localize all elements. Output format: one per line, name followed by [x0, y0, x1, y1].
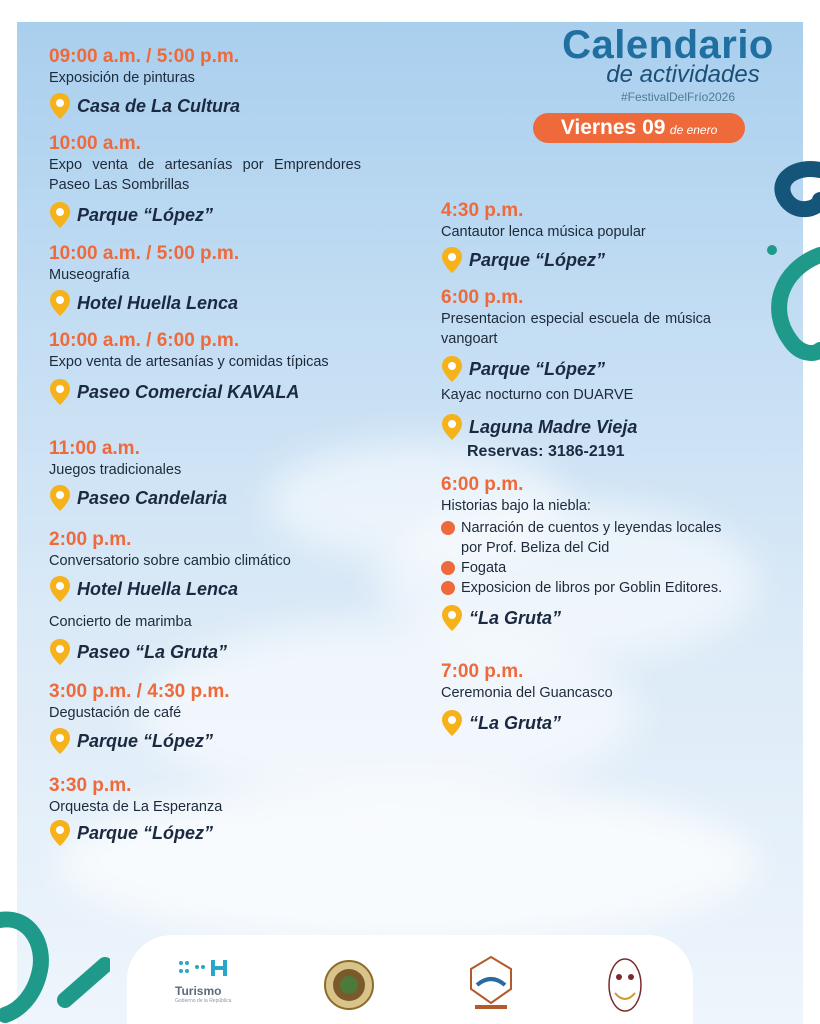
event-place: Parque “López” — [469, 359, 606, 379]
event-place: Paseo Candelaria — [77, 488, 228, 508]
location-pin-icon — [49, 201, 71, 229]
bullet-dot-icon — [441, 581, 455, 595]
turismo-sublabel: Gobierno de la República — [175, 998, 232, 1004]
event-description: Museografía — [49, 267, 130, 283]
event-location — [49, 289, 379, 317]
event-description: Conversatorio sobre cambio climático — [49, 553, 291, 569]
event-location — [441, 246, 741, 274]
location-pin-icon — [441, 413, 463, 441]
reservation-phone: Reservas: 3186-2191 — [467, 443, 625, 460]
event-description: Expo venta de artesanías por Emprendores Paseo Las Sombrillas — [49, 157, 361, 193]
event-time: 10:00 a.m. / 5:00 p.m. — [49, 243, 240, 264]
turismo-label: Turismo — [175, 984, 222, 998]
event-description: Ceremonia del Guancasco — [441, 685, 613, 701]
event-place: “La Gruta” — [469, 608, 562, 628]
page-title: Calendario — [562, 23, 774, 67]
event-item — [49, 612, 379, 666]
event-place: Parque “López” — [77, 823, 214, 843]
event-place: Hotel Huella Lenca — [77, 293, 239, 313]
event-location — [441, 413, 741, 441]
date-day: Viernes 09 — [560, 116, 666, 139]
bullet-text: Narración de cuentos y leyendas locales por Prof. Beliza del Cid — [461, 520, 722, 556]
location-pin-icon — [49, 727, 71, 755]
event-description: Kayac nocturno con DUARVE — [441, 387, 634, 403]
location-pin-icon — [49, 92, 71, 120]
event-item — [441, 474, 741, 632]
event-place: Paseo Comercial KAVALA — [77, 382, 300, 402]
location-pin-icon — [49, 575, 71, 603]
bullet-text: Exposicion de libros por Goblin Editores. — [461, 580, 723, 596]
event-place: Laguna Madre Vieja — [469, 417, 638, 437]
event-item — [49, 243, 379, 317]
event-time: 6:00 p.m. — [441, 287, 524, 308]
event-description: Exposición de pinturas — [49, 70, 195, 86]
event-place: Hotel Huella Lenca — [77, 579, 239, 599]
event-time: 6:00 p.m. — [441, 474, 524, 495]
municipal-seal-logo — [323, 959, 375, 1011]
location-pin-icon — [49, 819, 71, 847]
event-time: 4:30 p.m. — [441, 200, 524, 221]
event-location — [49, 92, 379, 120]
location-pin-icon — [441, 355, 463, 383]
event-item — [441, 385, 741, 461]
list-item — [441, 518, 741, 558]
event-description: Juegos tradicionales — [49, 462, 182, 478]
event-description: Degustación de café — [49, 705, 182, 721]
event-item — [49, 681, 379, 755]
capitulo-logo — [467, 955, 515, 1013]
hashtag: #FestivalDelFrío2026 — [620, 90, 736, 104]
event-description: Cantautor lenca música popular — [441, 224, 646, 240]
location-pin-icon — [49, 378, 71, 406]
event-time: 7:00 p.m. — [441, 661, 524, 682]
event-location — [49, 819, 379, 847]
event-time: 2:00 p.m. — [49, 529, 132, 550]
event-place: Parque “López” — [77, 205, 214, 225]
event-place: Parque “López” — [469, 250, 606, 270]
location-pin-icon — [441, 709, 463, 737]
event-item — [49, 330, 329, 406]
event-item — [49, 529, 389, 603]
event-place: Paseo “La Gruta” — [77, 642, 228, 662]
event-location — [49, 378, 369, 406]
event-item — [49, 775, 379, 847]
location-pin-icon — [441, 604, 463, 632]
event-location — [49, 201, 361, 229]
event-item — [441, 661, 741, 737]
event-time: 3:30 p.m. — [49, 775, 132, 796]
event-place: Parque “López” — [77, 731, 214, 751]
event-item — [49, 438, 379, 512]
event-time: 09:00 a.m. / 5:00 p.m. — [49, 46, 240, 67]
bullet-text: Fogata — [461, 560, 507, 576]
event-item — [441, 200, 741, 274]
event-location — [49, 575, 389, 603]
title-block — [538, 24, 798, 104]
event-description: Historias bajo la niebla: — [441, 498, 591, 514]
list-item — [441, 558, 741, 578]
event-time: 10:00 a.m. / 6:00 p.m. — [49, 330, 240, 351]
event-description: Concierto de marimba — [49, 614, 192, 630]
event-description: Presentacion especial escuela de música vangoart — [441, 311, 711, 347]
page-subtitle: de actividades — [606, 61, 760, 88]
casa-de-la-cultura-logo — [605, 953, 645, 1015]
turismo-mark-icon — [175, 959, 235, 979]
location-pin-icon — [49, 484, 71, 512]
bullet-dot-icon — [441, 561, 455, 575]
event-location — [49, 638, 379, 666]
event-location — [441, 709, 741, 737]
location-pin-icon — [441, 246, 463, 274]
date-month: de enero — [669, 123, 718, 137]
location-pin-icon — [49, 289, 71, 317]
event-item — [49, 133, 361, 229]
event-location — [49, 727, 379, 755]
location-pin-icon — [49, 638, 71, 666]
event-item — [441, 287, 711, 383]
event-place: “La Gruta” — [469, 713, 562, 733]
event-description: Expo venta de artesanías y comidas típicas — [49, 354, 329, 370]
event-time: 3:00 p.m. / 4:30 p.m. — [49, 681, 230, 702]
event-place: Casa de La Cultura — [77, 96, 241, 116]
footer-logo-bar — [127, 935, 693, 1024]
bullet-dot-icon — [441, 521, 455, 535]
event-time: 11:00 a.m. — [49, 438, 140, 459]
event-time: 10:00 a.m. — [49, 133, 141, 154]
decorative-squiggle-icon — [760, 160, 820, 370]
decorative-squiggle-icon — [0, 905, 110, 1024]
date-badge — [533, 113, 745, 143]
event-item — [49, 46, 379, 120]
event-description: Orquesta de La Esperanza — [49, 799, 223, 815]
event-location — [441, 355, 711, 383]
list-item — [441, 578, 741, 598]
event-location — [49, 484, 379, 512]
event-location — [441, 604, 741, 632]
turismo-logo — [175, 959, 265, 1004]
